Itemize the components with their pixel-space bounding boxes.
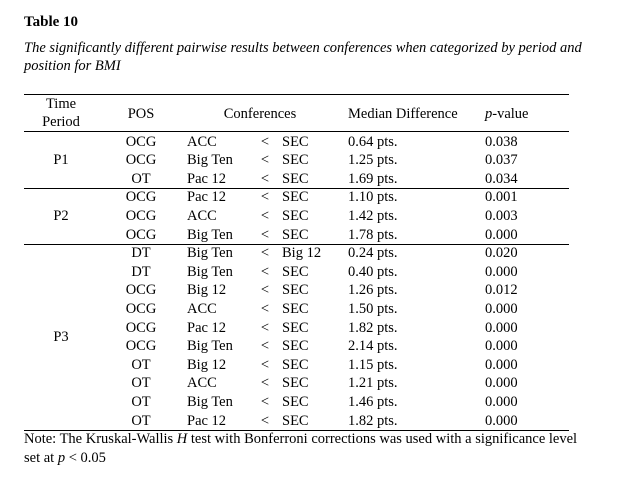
cell-conf-a: ACC [187,133,217,150]
cell-operator: < [260,133,270,150]
cell-pvalue: 0.038 [485,133,518,150]
cell-pos: OCG [125,152,157,169]
cell-conf-b: SEC [282,226,309,243]
cell-conf-a: Big Ten [187,245,233,262]
cell-pos: OCG [125,338,157,355]
cell-median: 1.69 pts. [348,170,398,187]
cell-conf-a: Pac 12 [187,412,227,429]
cell-conf-b: SEC [282,319,309,336]
note-italic-h: H [176,431,188,447]
cell-period: P1 [53,152,69,169]
cell-conf-a: Big Ten [187,263,233,280]
cell-period: P3 [53,329,69,346]
cell-operator: < [260,207,270,224]
cell-pvalue: 0.001 [485,189,518,206]
header-period-line1: Time [45,96,77,112]
cell-conf-b: SEC [282,375,309,392]
header-pvalue-rest: -value [492,106,529,122]
cell-median: 1.10 pts. [348,189,398,206]
cell-operator: < [260,245,270,262]
cell-conf-a: ACC [187,300,217,317]
cell-median: 1.82 pts. [348,319,398,336]
cell-conf-b: SEC [282,189,309,206]
cell-median: 1.78 pts. [348,226,398,243]
cell-operator: < [260,356,270,373]
cell-pos: OCG [125,133,157,150]
header-conferences: Conferences [223,106,297,122]
cell-pos: OT [131,170,151,187]
cell-pvalue: 0.012 [485,282,518,299]
cell-pvalue: 0.000 [485,393,518,410]
cell-median: 2.14 pts. [348,338,398,355]
cell-conf-a: Pac 12 [187,319,227,336]
cell-conf-b: SEC [282,152,309,169]
cell-operator: < [260,152,270,169]
cell-conf-b: SEC [282,300,309,317]
cell-conf-a: Big Ten [187,226,233,243]
cell-period: P2 [53,208,69,225]
cell-operator: < [260,338,270,355]
cell-operator: < [260,189,270,206]
cell-conf-b: SEC [282,133,309,150]
cell-pos: OCG [125,282,157,299]
cell-conf-b: SEC [282,356,309,373]
cell-conf-b: Big 12 [282,245,322,262]
cell-operator: < [260,393,270,410]
cell-conf-b: SEC [282,338,309,355]
cell-pvalue: 0.000 [485,300,518,317]
cell-pvalue: 0.000 [485,356,518,373]
cell-pos: DT [131,245,151,262]
cell-median: 1.25 pts. [348,152,398,169]
header-median: Median Difference [348,106,458,122]
cell-conf-b: SEC [282,412,309,429]
cell-conf-a: Big Ten [187,393,233,410]
cell-pos: OCG [125,319,157,336]
cell-pos: OCG [125,189,157,206]
note-part2: test with Bonferroni corrections was used with a significance level set at [24,431,578,466]
cell-pos: OT [131,393,151,410]
cell-operator: < [260,170,270,187]
cell-pos: OCG [125,226,157,243]
cell-pos: OCG [125,207,157,224]
cell-operator: < [260,375,270,392]
cell-operator: < [260,412,270,429]
cell-conf-b: SEC [282,282,309,299]
cell-median: 1.21 pts. [348,375,398,392]
cell-conf-a: Big 12 [187,282,227,299]
cell-pvalue: 0.037 [485,152,518,169]
cell-conf-b: SEC [282,263,309,280]
cell-median: 1.15 pts. [348,356,398,373]
cell-conf-b: SEC [282,393,309,410]
cell-conf-a: Pac 12 [187,170,227,187]
cell-pos: OT [131,356,151,373]
cell-median: 1.50 pts. [348,300,398,317]
cell-pvalue: 0.034 [485,170,518,187]
cell-operator: < [260,226,270,243]
cell-conf-a: Big Ten [187,152,233,169]
table-caption: The significantly different pairwise results between conferences when categorized by period and position for BMI [24,40,582,74]
cell-pvalue: 0.003 [485,207,518,224]
cell-conf-a: Big Ten [187,338,233,355]
cell-median: 0.64 pts. [348,133,398,150]
cell-conf-b: SEC [282,170,309,187]
cell-operator: < [260,300,270,317]
table-label: Table 10 [24,14,79,30]
cell-operator: < [260,263,270,280]
note-part3: < 0.05 [65,450,106,466]
cell-conf-a: ACC [187,207,217,224]
cell-pvalue: 0.000 [485,412,518,429]
header-pvalue-italic: p [485,106,493,122]
cell-conf-a: Pac 12 [187,189,227,206]
cell-pos: OT [131,412,151,429]
cell-pvalue: 0.000 [485,375,518,392]
cell-operator: < [260,282,270,299]
cell-operator: < [260,319,270,336]
table-note [24,430,584,468]
cell-pvalue: 0.000 [485,226,518,243]
cell-median: 0.40 pts. [348,263,398,280]
cell-pvalue: 0.020 [485,245,518,262]
header-pvalue [485,105,528,123]
cell-pos: OCG [125,300,157,317]
cell-pos: DT [131,263,151,280]
note-part1: Note: The Kruskal-Wallis [24,431,177,447]
top-rule [24,94,569,95]
cell-pos: OT [131,375,151,392]
cell-pvalue: 0.000 [485,319,518,336]
note-italic-p: p [57,450,66,466]
cell-conf-a: ACC [187,375,217,392]
cell-median: 1.42 pts. [348,207,398,224]
cell-conf-a: Big 12 [187,356,227,373]
header-pos: POS [127,106,155,122]
cell-median: 0.24 pts. [348,245,398,262]
cell-conf-b: SEC [282,207,309,224]
cell-median: 1.26 pts. [348,282,398,299]
cell-median: 1.46 pts. [348,393,398,410]
header-period-line2: Period [42,114,80,130]
cell-pvalue: 0.000 [485,338,518,355]
cell-pvalue: 0.000 [485,263,518,280]
cell-median: 1.82 pts. [348,412,398,429]
